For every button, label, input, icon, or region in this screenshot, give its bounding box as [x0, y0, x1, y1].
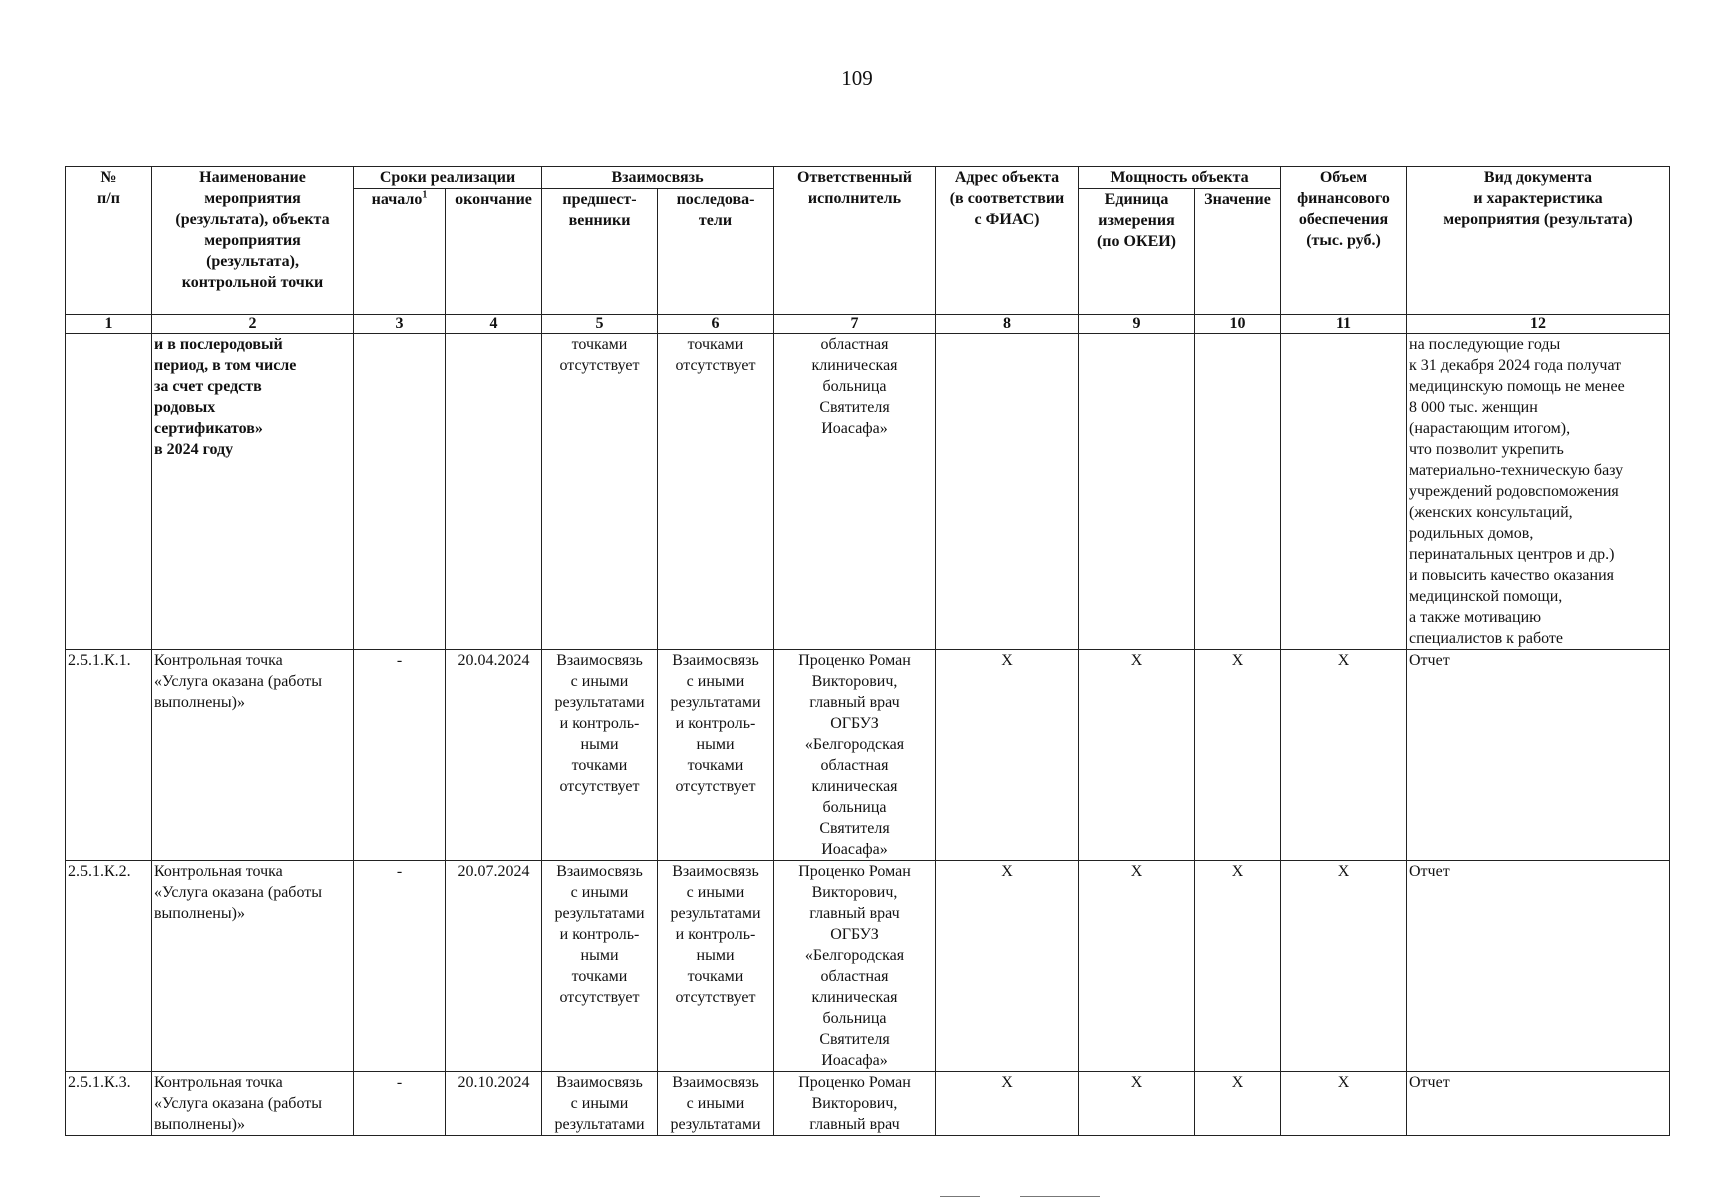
header-value: Значение [1195, 189, 1281, 315]
cell-responsible: Проценко Роман Викторович, главный врач ОГБУЗ «Белгородская областная клиническая больница Святителя Иоасафа» [774, 861, 936, 1072]
cell-successors: Взаимосвязь с иными результатами и контроль- ными точками отсутствует [658, 650, 774, 861]
col-number: 3 [354, 315, 446, 334]
col-number: 9 [1079, 315, 1195, 334]
scan-artifact-line [1020, 1196, 1100, 1197]
cell-num [66, 334, 152, 650]
cell-end: 20.04.2024 [446, 650, 542, 861]
col-number: 7 [774, 315, 936, 334]
table-body [66, 334, 1670, 1136]
cell-financing: X [1281, 650, 1407, 861]
cell-start [354, 334, 446, 650]
header-successors: последова- тели [658, 189, 774, 315]
header-terms: Сроки реализации [354, 167, 542, 189]
cell-value [1195, 334, 1281, 650]
cell-successors: Взаимосвязь с иными результатами [658, 1072, 774, 1136]
table-row [66, 650, 1670, 861]
cell-name: Контрольная точка «Услуга оказана (работы выполнены)» [152, 650, 354, 861]
cell-financing: X [1281, 1072, 1407, 1136]
col-number: 11 [1281, 315, 1407, 334]
header-power: Мощность объекта [1079, 167, 1281, 189]
cell-successors: точками отсутствует [658, 334, 774, 650]
cell-unit: X [1079, 1072, 1195, 1136]
cell-value: X [1195, 1072, 1281, 1136]
col-number: 4 [446, 315, 542, 334]
header-predecessors: предшест- венники [542, 189, 658, 315]
header-document: Вид документа и характеристика мероприятия (результата) [1407, 167, 1670, 315]
cell-financing [1281, 334, 1407, 650]
col-number: 1 [66, 315, 152, 334]
cell-successors: Взаимосвязь с иными результатами и контроль- ными точками отсутствует [658, 861, 774, 1072]
header-unit: Единица измерения (по ОКЕИ) [1079, 189, 1195, 315]
cell-num: 2.5.1.К.1. [66, 650, 152, 861]
cell-predecessors: Взаимосвязь с иными результатами и контроль- ными точками отсутствует [542, 861, 658, 1072]
header-link: Взаимосвязь [542, 167, 774, 189]
cell-name: и в послеродовый период, в том числе за счет средств родовых сертификатов» в 2024 году [152, 334, 354, 650]
header-name: Наименование мероприятия (результата), объекта мероприятия (результата), контрольной точки [152, 167, 354, 315]
cell-num: 2.5.1.К.3. [66, 1072, 152, 1136]
cell-responsible: Проценко Роман Викторович, главный врач [774, 1072, 936, 1136]
header-responsible: Ответственный исполнитель [774, 167, 936, 315]
col-number: 2 [152, 315, 354, 334]
header-address: Адрес объекта (в соответствии с ФИАС) [936, 167, 1079, 315]
cell-document: Отчет [1407, 861, 1670, 1072]
plan-table [65, 166, 1670, 1136]
cell-predecessors: Взаимосвязь с иными результатами и контроль- ными точками отсутствует [542, 650, 658, 861]
cell-num: 2.5.1.К.2. [66, 861, 152, 1072]
cell-end: 20.07.2024 [446, 861, 542, 1072]
cell-value: X [1195, 861, 1281, 1072]
header-end: окончание [446, 189, 542, 315]
cell-predecessors: точками отсутствует [542, 334, 658, 650]
header-financing: Объем финансового обеспечения (тыс. руб.) [1281, 167, 1407, 315]
cell-responsible: областная клиническая больница Святителя Иоасафа» [774, 334, 936, 650]
col-number: 8 [936, 315, 1079, 334]
cell-name: Контрольная точка «Услуга оказана (работы выполнены)» [152, 861, 354, 1072]
cell-address: X [936, 1072, 1079, 1136]
cell-start: - [354, 1072, 446, 1136]
col-number: 12 [1407, 315, 1670, 334]
cell-unit: X [1079, 861, 1195, 1072]
scan-artifact-line [940, 1196, 980, 1197]
column-numbers-row [66, 315, 1670, 334]
cell-document: Отчет [1407, 1072, 1670, 1136]
cell-document: Отчет [1407, 650, 1670, 861]
cell-responsible: Проценко Роман Викторович, главный врач ОГБУЗ «Белгородская областная клиническая больница Святителя Иоасафа» [774, 650, 936, 861]
cell-address: X [936, 861, 1079, 1072]
table-row [66, 861, 1670, 1072]
col-number: 5 [542, 315, 658, 334]
cell-predecessors: Взаимосвязь с иными результатами [542, 1072, 658, 1136]
cell-document: на последующие годы к 31 декабря 2024 года получат медицинскую помощь не менее 8 000 тыс. женщин (нарастающим итогом), что позволит укрепить материально-техническую базу учреждений родовспоможения (женских консультаций, родильных домов, перинатальных центров и др.) и повысить качество оказания медицинской помощи, а также мотивацию специалистов к работе [1407, 334, 1670, 650]
page-number: 109 [841, 66, 873, 90]
table-row [66, 1072, 1670, 1136]
cell-start: - [354, 861, 446, 1072]
cell-unit: X [1079, 650, 1195, 861]
header-num: № п/п [66, 167, 152, 315]
col-number: 6 [658, 315, 774, 334]
cell-unit [1079, 334, 1195, 650]
cell-address: X [936, 650, 1079, 861]
cell-end: 20.10.2024 [446, 1072, 542, 1136]
table-row [66, 334, 1670, 650]
col-number: 10 [1195, 315, 1281, 334]
cell-name: Контрольная точка «Услуга оказана (работы выполнены)» [152, 1072, 354, 1136]
cell-financing: X [1281, 861, 1407, 1072]
cell-end [446, 334, 542, 650]
cell-value: X [1195, 650, 1281, 861]
cell-start: - [354, 650, 446, 861]
header-start: начало$^1$ [354, 189, 446, 315]
cell-address [936, 334, 1079, 650]
table-header [66, 167, 1670, 334]
